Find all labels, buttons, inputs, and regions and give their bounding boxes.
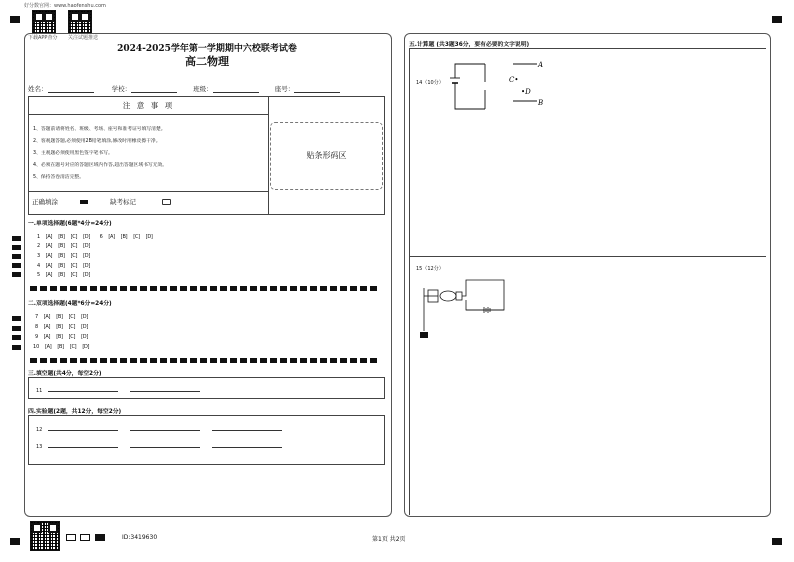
class-field[interactable] (213, 86, 259, 93)
page-marker-box (95, 534, 105, 541)
option-c[interactable]: [C] (68, 314, 76, 320)
note-item: 4、必须在题号对应的答题区域内作答,超出答题区域书写无效。 (33, 163, 168, 168)
option-d[interactable]: [D] (83, 272, 90, 278)
question-row (37, 253, 96, 259)
question-number: 8 (35, 324, 39, 330)
correct-fill-legend (32, 197, 88, 206)
qr-code-app (32, 10, 56, 34)
option-c[interactable]: [C] (70, 253, 78, 259)
qr-caption-follow: 关注试题推送 (68, 35, 99, 41)
answer-blank[interactable] (130, 425, 200, 431)
question-number: 1 (37, 234, 41, 240)
divider (29, 191, 268, 192)
qr-caption-app: 下载APP查分 (28, 35, 58, 41)
question-number: 6 (99, 234, 103, 240)
label-b: B (538, 99, 544, 107)
option-b[interactable]: [B] (58, 234, 65, 240)
registration-mark (10, 16, 20, 23)
calc-box-left-line (409, 48, 410, 515)
answer-blank[interactable] (48, 386, 118, 392)
seat-label: 座号： (274, 85, 295, 93)
student-info-row (28, 84, 340, 93)
question-15-label: 15（12分） (416, 266, 444, 272)
timing-mark (12, 316, 21, 321)
experiment-question (36, 442, 288, 450)
question-number: 7 (35, 314, 39, 320)
option-d[interactable]: [D] (83, 234, 90, 240)
option-b[interactable]: [B] (58, 272, 65, 278)
question-row (37, 243, 96, 249)
label-c: C• (509, 76, 519, 84)
option-b[interactable]: [B] (57, 344, 64, 350)
answer-blank[interactable] (130, 386, 200, 392)
answer-blank[interactable] (48, 442, 118, 448)
option-d[interactable]: [D] (81, 334, 88, 340)
note-item: 2、客观题答题,必须使用2B铅笔填涂,修改时用橡皮擦干净。 (33, 139, 161, 144)
section-single-choice-heading: 一.单项选择题(6题*4分=24分) (28, 221, 112, 227)
registration-mark (772, 16, 782, 23)
class-label: 班级： (193, 85, 213, 93)
option-c[interactable]: [C] (70, 263, 78, 269)
section-calculation-heading: 五.计算题 (共3题36分，要有必要的文字说明) (409, 42, 530, 48)
name-label: 姓名： (28, 85, 48, 93)
option-d[interactable]: [D] (82, 344, 90, 350)
answer-blank[interactable] (48, 425, 118, 431)
section-divider (30, 286, 380, 291)
question-number: 13 (36, 444, 43, 450)
filled-mark-icon (80, 200, 88, 204)
question-row (37, 263, 96, 269)
calc-divider-top (409, 48, 766, 49)
school-label: 学校： (111, 85, 132, 93)
divider (268, 97, 269, 214)
timing-mark (12, 335, 21, 340)
page-marker-box (80, 534, 90, 541)
option-b[interactable]: [B] (120, 234, 128, 240)
answer-blank[interactable] (130, 442, 200, 448)
option-a[interactable]: [A] (45, 272, 53, 278)
notes-box (28, 96, 385, 215)
question-row (37, 272, 96, 278)
question-number: 3 (37, 253, 41, 259)
exam-title: 2024-2025学年第一学期期中六校联考试卷 (117, 44, 297, 54)
question-number: 9 (35, 334, 39, 340)
electron-gun-circuit-diagram (416, 276, 510, 342)
timing-mark (12, 272, 21, 277)
option-a[interactable]: [A] (44, 344, 52, 350)
option-d[interactable]: [D] (81, 324, 88, 330)
notes-list (33, 124, 167, 184)
question-number: 4 (37, 263, 41, 269)
option-d[interactable]: [D] (83, 243, 90, 249)
question-number: 12 (36, 427, 43, 433)
option-b[interactable]: [B] (56, 334, 63, 340)
question-row (33, 344, 95, 350)
experiment-answer-box (28, 415, 385, 465)
site-caption: 好分数官网：www.haofenshu.com (24, 3, 106, 9)
option-d[interactable]: [D] (83, 253, 90, 259)
label-d: •D (521, 88, 531, 96)
option-b[interactable]: [B] (56, 314, 63, 320)
school-field[interactable] (131, 86, 177, 93)
option-a[interactable]: [A] (43, 314, 51, 320)
timing-mark (12, 254, 21, 259)
section-fill-blank-heading: 三.填空题(共4分，每空2分) (28, 371, 102, 377)
question-row (35, 334, 94, 340)
page-marker-box (66, 534, 76, 541)
barcode-area: 贴条形码区 (270, 122, 383, 190)
calc-divider-mid (409, 256, 766, 257)
option-c[interactable]: [C] (70, 243, 78, 249)
option-d[interactable]: [D] (83, 263, 90, 269)
seat-field[interactable] (294, 86, 340, 93)
question-row (35, 314, 94, 320)
experiment-question (36, 425, 288, 433)
question-number: 10 (33, 344, 40, 350)
absent-mark-legend (110, 197, 171, 206)
timing-mark (12, 326, 21, 331)
section-double-choice-heading: 二.双项选择题(4题*6分=24分) (28, 301, 112, 307)
section-experiment-heading: 四.实验题(2题，共12分，每空2分) (28, 409, 122, 415)
registration-mark (772, 538, 782, 545)
question-14-label: 14（10分） (416, 80, 444, 86)
option-c[interactable]: [C] (68, 324, 76, 330)
option-a[interactable]: [A] (43, 334, 51, 340)
option-b[interactable]: [B] (58, 243, 65, 249)
qr-code-follow (68, 10, 92, 34)
option-a[interactable]: [A] (45, 253, 53, 259)
option-c[interactable]: [C] (133, 234, 140, 240)
registration-mark (10, 538, 20, 545)
question-row (37, 234, 159, 240)
note-item: 3、主观题必须使用黑色签字笔书写。 (33, 151, 113, 156)
option-d[interactable]: [D] (145, 234, 153, 240)
timing-mark (12, 236, 21, 241)
answer-blank[interactable] (212, 425, 282, 431)
subject-title: 高二物理 (185, 55, 229, 68)
option-a[interactable]: [A] (108, 234, 115, 240)
capacitor-circuit-diagram (445, 52, 545, 114)
exam-id: ID:3419630 (122, 534, 158, 541)
absent-mark-label: 缺考标记 (110, 198, 136, 206)
question-number: 2 (37, 243, 41, 249)
option-b[interactable]: [B] (58, 253, 65, 259)
option-c[interactable]: [C] (70, 272, 78, 278)
timing-mark (12, 345, 21, 350)
section-divider (30, 358, 380, 363)
notes-heading: 注 意 事 项 (29, 97, 269, 115)
option-a[interactable]: [A] (45, 243, 53, 249)
page-number: 第1页 共2页 (372, 536, 406, 543)
option-d[interactable]: [D] (81, 314, 88, 320)
footer-qr-code (30, 521, 60, 551)
note-item: 5、保持答卷清洁完整。 (33, 175, 85, 180)
answer-blank[interactable] (212, 442, 282, 448)
option-b[interactable]: [B] (56, 324, 63, 330)
option-c[interactable]: [C] (69, 344, 77, 350)
fill-blank-question (36, 386, 206, 394)
weight-block (420, 332, 428, 338)
question-number: 5 (37, 272, 41, 278)
option-c[interactable]: [C] (70, 234, 78, 240)
note-item: 1、答题前请将姓名、班级、考场、座号和准考证号填写清楚。 (33, 127, 166, 132)
question-number: 11 (36, 388, 43, 394)
timing-mark (12, 263, 21, 268)
option-b[interactable]: [B] (58, 263, 65, 269)
name-field[interactable] (48, 86, 94, 93)
option-a[interactable]: [A] (43, 324, 51, 330)
correct-fill-label: 正确填涂 (32, 198, 58, 206)
timing-mark (12, 245, 21, 250)
option-a[interactable]: [A] (45, 234, 53, 240)
option-a[interactable]: [A] (45, 263, 53, 269)
absent-checkbox[interactable] (162, 199, 171, 205)
option-c[interactable]: [C] (68, 334, 76, 340)
question-row (35, 324, 94, 330)
label-a: A (538, 61, 544, 69)
